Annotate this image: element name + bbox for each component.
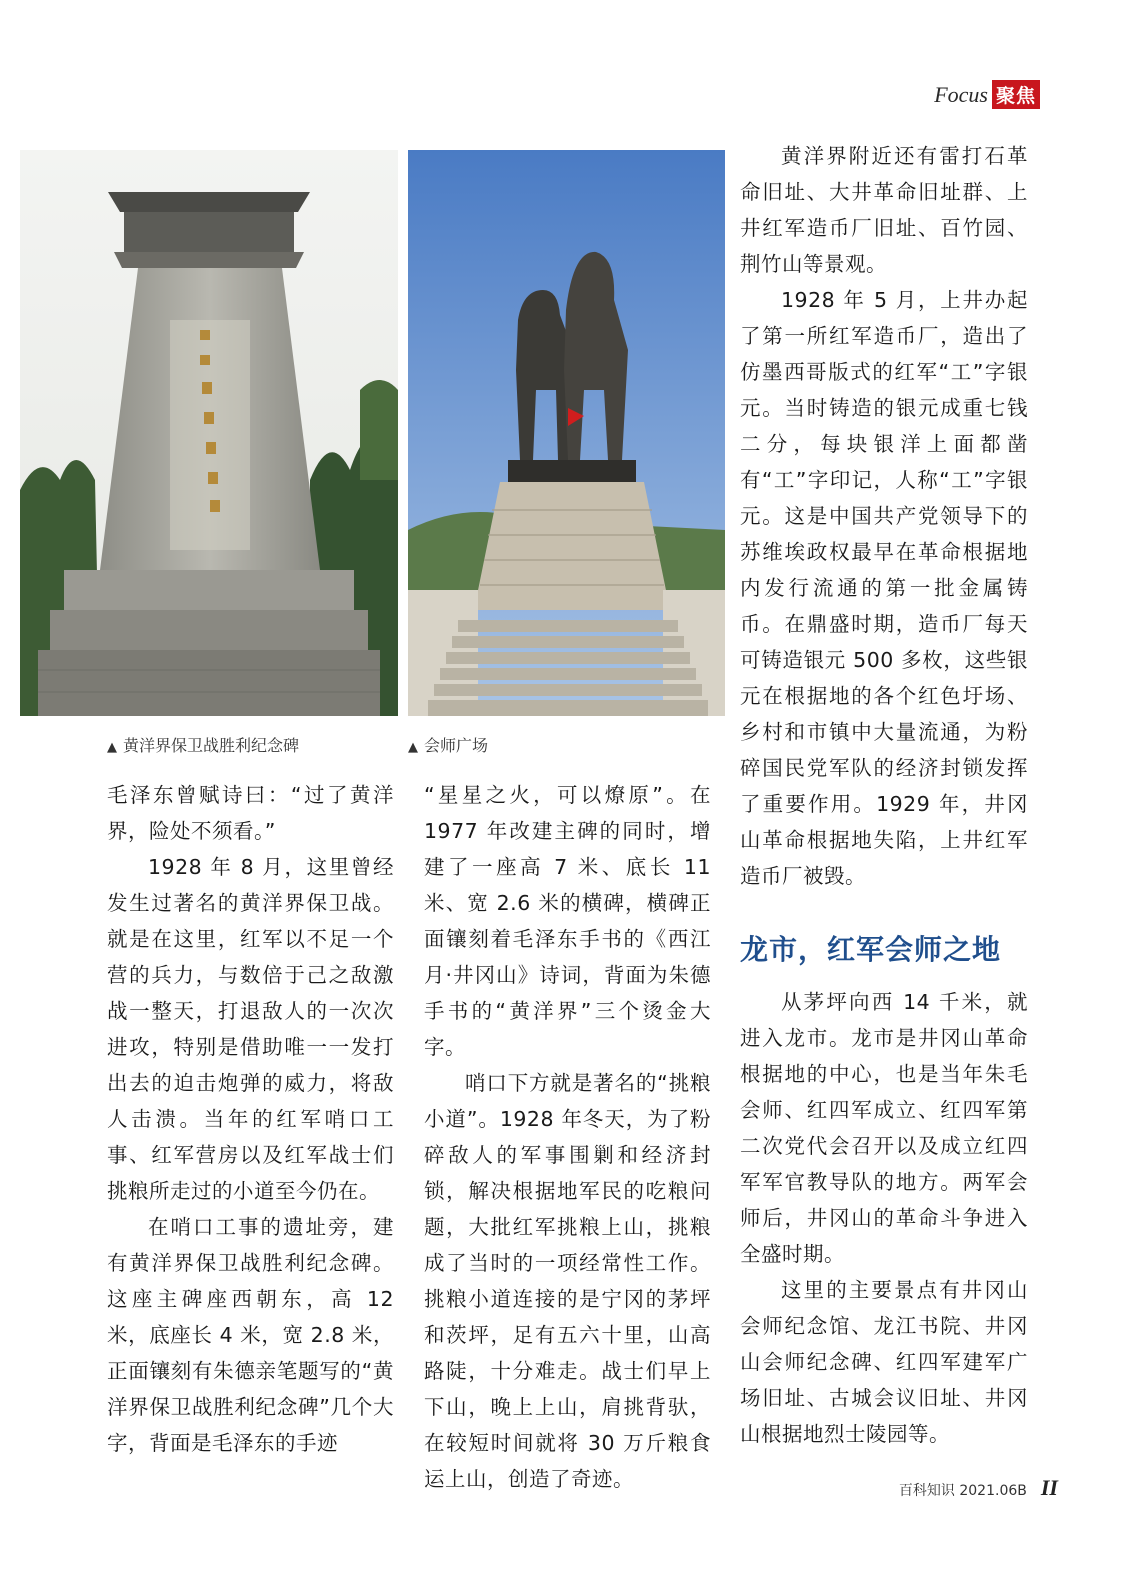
paragraph: 1928 年 8 月，这里曾经发生过著名的黄洋界保卫战。就是在这里，红军以不足一个营的兵力，与数倍于己之敌激战一整天，打退敌人的一次次进攻，特别是借助唯一一发打出去的迫击炮弹的威力，将敌人击溃。当年的红军哨口工事、红军营房以及红军战士们挑粮所走过的小道至今仍在。 — [107, 855, 394, 1203]
paragraph: “星星之火，可以燎原”。在 1977 年改建主碑的同时，增建了一座高 7 米、底长 11 米、宽 2.6 米的横碑，横碑正面镶刻着毛泽东手书的《西江月·井冈山》诗词，背面为朱德手书的“黄洋界”三个烫金大字。 — [424, 783, 711, 1059]
caption-triangle-icon: ▲ — [107, 740, 117, 755]
page-footer — [899, 1475, 1058, 1501]
paragraph: 黄洋界附近还有雷打石革命旧址、大井革命旧址群、上井红军造币厂旧址、百竹园、荆竹山等景观。 — [740, 144, 1028, 276]
article-column-3 — [740, 138, 1028, 894]
monument-photo — [20, 150, 398, 716]
section-header — [934, 80, 1040, 109]
article-column-2 — [424, 777, 711, 1497]
article-column-1 — [107, 777, 394, 1461]
plaza-photo — [408, 150, 725, 716]
paragraph: 从茅坪向西 14 千米，就进入龙市。龙市是井冈山革命根据地的中心，也是当年朱毛会师、红四军成立、红四军第二次党代会召开以及成立红四军军官教导队的地方。两军会师后，井冈山的革命斗争进入全盛时期。 — [740, 990, 1028, 1266]
focus-label: Focus — [934, 81, 988, 107]
section-body — [740, 984, 1028, 1452]
paragraph: 1928 年 5 月，上井办起了第一所红军造币厂，造出了仿墨西哥版式的红军“工”字银元。当时铸造的银元成重七钱二分，每块银洋上面都凿有“工”字印记，人称“工”字银元。这是中国共产党领导下的苏维埃政权最早在革命根据地内发行流通的第一批金属铸币。在鼎盛时期，造币厂每天可铸造银元 500 多枚，这些银元在根据地的各个红色圩场、乡村和市镇中大量流通，为粉碎国民党军队的经济封锁发挥了重要作用。1929 年，井冈山革命根据地失陷，上井红军造币厂被毁。 — [740, 288, 1028, 888]
paragraph: 这里的主要景点有井冈山会师纪念馆、龙江书院、井冈山会师纪念碑、红四军建军广场旧址、古城会议旧址、井冈山根据地烈士陵园等。 — [740, 1278, 1028, 1446]
caption-triangle-icon: ▲ — [408, 740, 418, 755]
monument-caption-text: 黄洋界保卫战胜利纪念碑 — [123, 736, 300, 755]
paragraph: 毛泽东曾赋诗曰：“过了黄洋界，险处不须看。” — [107, 783, 394, 843]
magazine-issue: 百科知识 2021.06B — [898, 1483, 1027, 1499]
page-number: II — [1040, 1475, 1058, 1500]
paragraph: 在哨口工事的遗址旁，建有黄洋界保卫战胜利纪念碑。这座主碑座西朝东，高 12 米，底座长 4 米，宽 2.8 米，正面镶刻有朱德亲笔题写的“黄洋界保卫战胜利纪念碑”几个大字，背面是毛泽东的手迹 — [107, 1215, 394, 1455]
paragraph: 哨口下方就是著名的“挑粮小道”。1928 年冬天，为了粉碎敌人的军事围剿和经济封锁，解决根据地军民的吃粮问题，大批红军挑粮上山，挑粮成了当时的一项经常性工作。挑粮小道连接的是宁冈的茅坪和茨坪，足有五六十里，山高路陡，十分难走。战士们早上下山，晚上上山，肩挑背驮，在较短时间就将 30 万斤粮食运上山，创造了奇迹。 — [424, 1071, 711, 1491]
monument-caption — [107, 733, 299, 756]
focus-tag: 聚焦 — [992, 80, 1040, 109]
section-heading: 龙市，红军会师之地 — [740, 933, 1002, 966]
plaza-caption-text: 会师广场 — [424, 736, 489, 755]
plaza-caption — [408, 733, 488, 756]
